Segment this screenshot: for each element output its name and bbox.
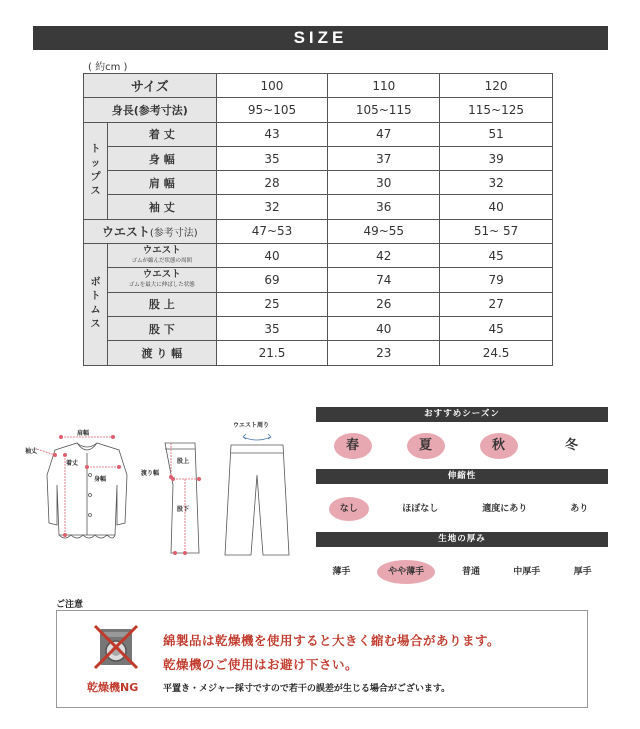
table-cell: 43	[216, 122, 328, 146]
length-label: 着丈	[66, 460, 79, 467]
table-cell: 25	[216, 292, 328, 316]
table-cell: 40	[328, 316, 440, 340]
table-row	[84, 122, 553, 146]
sleeve-label: 袖丈	[25, 448, 38, 455]
table-cell: 35	[216, 146, 328, 170]
table-cell: 35	[216, 316, 328, 340]
season-bar: おすすめシーズン	[316, 407, 608, 422]
no-dryer-icon	[92, 623, 140, 671]
height-cell: 105~115	[328, 98, 440, 122]
table-cell: 32	[216, 195, 328, 219]
size-cell: 110	[328, 74, 440, 98]
size-header-cell: サイズ	[84, 74, 217, 98]
group-char: ス	[90, 319, 101, 331]
table-row	[84, 268, 553, 292]
season-options	[316, 431, 608, 461]
group-char: ッ	[90, 157, 101, 169]
size-cell: 100	[216, 74, 328, 98]
group-char: ト	[90, 143, 101, 155]
group-char: ボ	[90, 277, 101, 289]
waist-label	[84, 219, 217, 243]
table-row	[84, 292, 553, 316]
thickness-options	[316, 559, 608, 585]
table-cell: 45	[440, 244, 553, 268]
stretch-option: ほぼなし	[402, 504, 439, 514]
caution-box	[56, 610, 588, 708]
row-label: 着 丈	[107, 122, 216, 146]
table-cell: 79	[440, 268, 553, 292]
table-row	[84, 195, 553, 219]
size-title-bar: SIZE	[33, 26, 608, 50]
stretch-bar: 伸縮性	[316, 469, 608, 484]
row-label-main: ウエスト	[142, 269, 181, 281]
thickness-option: やや薄手	[377, 560, 435, 584]
warning-line-1: 綿製品は乾燥機を使用すると大きく縮む場合があります。	[163, 633, 501, 648]
table-cell: 42	[328, 244, 440, 268]
row-label	[107, 268, 216, 292]
height-cell: 115~125	[440, 98, 553, 122]
table-cell: 30	[328, 171, 440, 195]
row-label: 渡 り 幅	[107, 341, 216, 365]
stretch-option: なし	[329, 497, 369, 521]
waist-cell: 51~ 57	[440, 219, 553, 243]
season-option: 秋	[480, 433, 518, 459]
pants-front-drawing	[225, 445, 289, 555]
waist-cell: 49~55	[328, 219, 440, 243]
waist-arrow	[243, 434, 271, 440]
dryer-ng-label: 乾燥機NG	[87, 681, 139, 694]
rise-label: 股上	[177, 458, 190, 465]
waist-around-label: ウエスト周り	[233, 422, 270, 429]
group-char: ス	[90, 185, 101, 197]
size-table	[83, 73, 553, 366]
waist-label-note: (参考寸法)	[149, 227, 198, 239]
measurement-illustration	[25, 415, 310, 565]
table-cell: 51	[440, 122, 553, 146]
inseam-label: 股下	[177, 506, 190, 513]
table-row	[84, 146, 553, 170]
table-cell: 28	[216, 171, 328, 195]
row-label-main: ウエスト	[142, 244, 181, 256]
season-option: 春	[334, 433, 372, 459]
bottoms-group-label	[84, 244, 108, 365]
group-char: ト	[90, 291, 101, 303]
shoulder-label: 肩幅	[77, 430, 90, 437]
stretch-option: あり	[570, 504, 589, 514]
table-row	[84, 219, 553, 243]
row-label: 身 幅	[107, 146, 216, 170]
table-header-row	[84, 74, 553, 98]
table-row	[84, 98, 553, 122]
caution-title: ご注意	[56, 600, 84, 610]
row-label: 袖 丈	[107, 195, 216, 219]
row-label	[107, 244, 216, 268]
table-cell: 23	[328, 341, 440, 365]
table-row	[84, 244, 553, 268]
table-cell: 40	[216, 244, 328, 268]
stretch-options	[316, 496, 608, 522]
table-cell: 24.5	[440, 341, 553, 365]
height-label: 身長(参考寸法)	[84, 98, 217, 122]
garment-diagram	[25, 415, 310, 565]
table-cell: 37	[328, 146, 440, 170]
table-cell: 27	[440, 292, 553, 316]
row-label: 股 下	[107, 316, 216, 340]
size-cell: 120	[440, 74, 553, 98]
waist-label-main: ウエスト	[101, 224, 150, 239]
table-row	[84, 341, 553, 365]
height-cell: 95~105	[216, 98, 328, 122]
row-label: 股 上	[107, 292, 216, 316]
row-label-note: ゴムが縮んだ状態の周囲	[131, 257, 193, 264]
season-option: 冬	[564, 438, 578, 453]
warning-line-2: 乾燥機のご使用はお避け下さい。	[163, 657, 359, 672]
row-label-note: ゴムを最大に伸ばした状態	[128, 282, 195, 289]
body-width-label: 身幅	[94, 476, 107, 483]
unit-label: ( 約cm )	[88, 62, 128, 73]
table-cell: 39	[440, 146, 553, 170]
table-cell: 21.5	[216, 341, 328, 365]
table-cell: 47	[328, 122, 440, 146]
stretch-option: 適度にあり	[482, 504, 528, 514]
table-cell: 36	[328, 195, 440, 219]
row-label: 肩 幅	[107, 171, 216, 195]
table-cell: 40	[440, 195, 553, 219]
table-cell: 74	[328, 268, 440, 292]
table-cell: 32	[440, 171, 553, 195]
group-char: プ	[90, 171, 101, 183]
table-cell: 45	[440, 316, 553, 340]
thigh-label: 渡り幅	[141, 470, 160, 477]
table-cell: 69	[216, 268, 328, 292]
season-option: 夏	[407, 433, 445, 459]
thickness-option: 薄手	[332, 567, 351, 577]
waist-cell: 47~53	[216, 219, 328, 243]
table-row	[84, 171, 553, 195]
thickness-option: 中厚手	[513, 567, 541, 577]
tops-group-label	[84, 122, 108, 219]
thickness-option: 厚手	[573, 567, 592, 577]
table-cell: 26	[328, 292, 440, 316]
thickness-option: 普通	[461, 567, 480, 577]
group-char: ム	[90, 305, 101, 317]
thickness-bar: 生地の厚み	[316, 532, 608, 547]
table-row	[84, 316, 553, 340]
measurement-note: 平置き・メジャー採寸ですので若干の誤差が生じる場合がございます。	[163, 684, 451, 694]
shirt-drawing	[47, 443, 127, 538]
